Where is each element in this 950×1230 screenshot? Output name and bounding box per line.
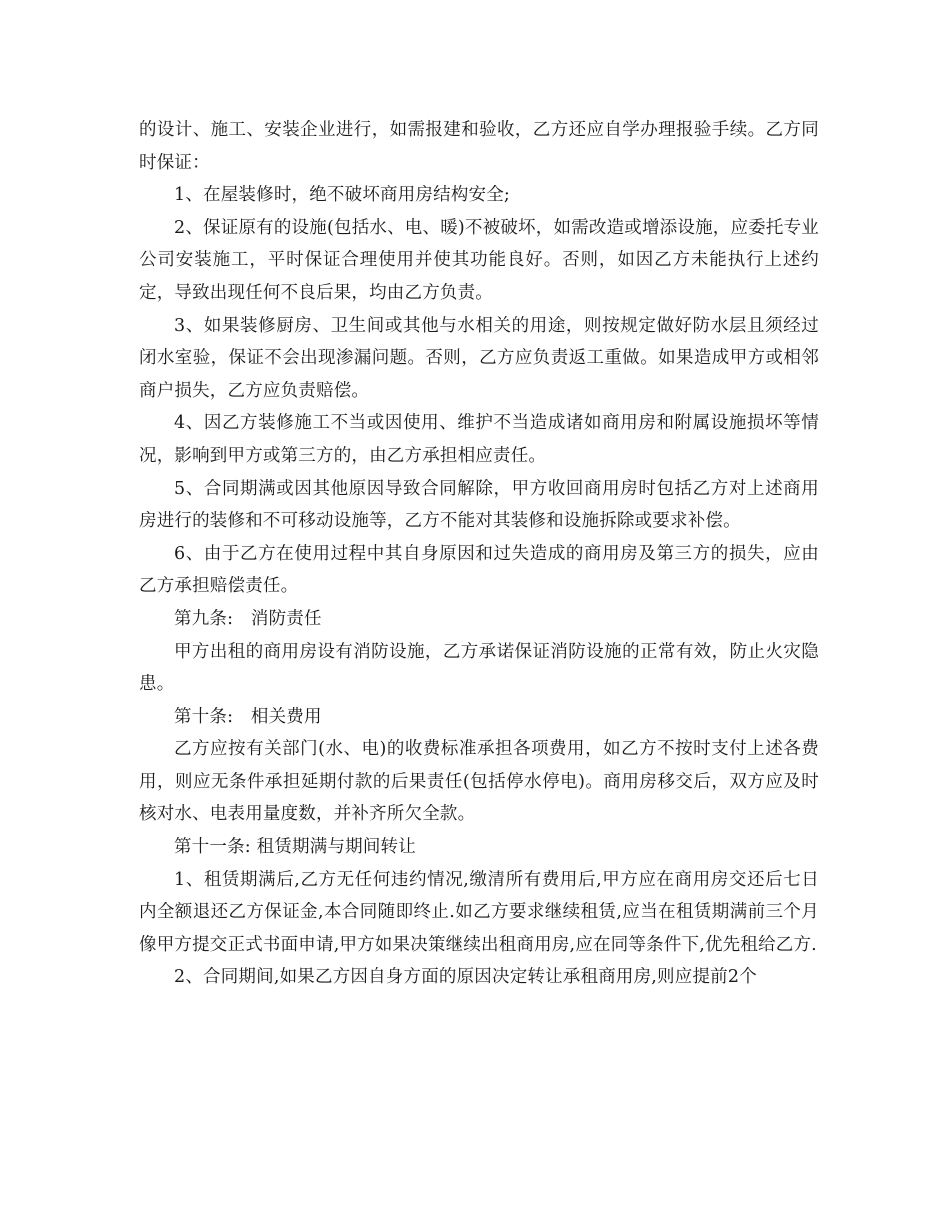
paragraph-item-5: 5、合同期满或因其他原因导致合同解除，甲方收回商用房时包括乙方对上述商用房进行的装修和不可移动设施等，乙方不能对其装修和设施拆除或要求补偿。 [139,478,819,532]
paragraph-item-4: 4、因乙方装修施工不当或因使用、维护不当造成诸如商用房和附属设施损坏等情况，影响到甲方或第三方的，由乙方承担相应责任。 [139,413,819,466]
article-11-item-1: 1、租赁期满后,乙方无任何违约情况,缴清所有费用后,甲方应在商用房交还后七日内全额退还乙方保证金,本合同随即终止.如乙方要求继续租赁,应当在租赁期满前三个月像甲方提交正式书面申请,甲方如果决策继续出租商用房,应在同等条件下,优先租给乙方. [139,869,819,955]
article-9-body: 甲方出租的商用房设有消防设施，乙方承诺保证消防设施的正常有效，防止火灾隐患。 [139,641,819,695]
paragraph-item-1: 1、在屋装修时，绝不破坏商用房结构安全; [174,185,511,206]
paragraph-continuation: 的设计、施工、安装企业进行，如需报建和验收，乙方还应自学办理报验手续。乙方同时保证： [139,120,819,173]
article-10-heading: 第十条: 相关费用 [174,706,322,727]
document-body [139,114,819,994]
paragraph-item-2: 2、保证原有的设施(包括水、电、暖)不被破坏，如需改造或增添设施，应委托专业公司安装施工，平时保证合理使用并使其功能良好。否则，如因乙方未能执行上述约定，导致出现任何不良后果，均由乙方负责。 [139,217,819,303]
article-11-heading: 第十一条: 租赁期满与期间转让 [174,837,416,858]
article-11-item-2: 2、合同期间,如果乙方因自身方面的原因决定转让承租商用房,则应提前2个 [174,967,757,988]
paragraph-item-6: 6、由于乙方在使用过程中其自身原因和过失造成的商用房及第三方的损失，应由乙方承担赔偿责任。 [139,543,819,597]
paragraph-item-3: 3、如果装修厨房、卫生间或其他与水相关的用途，则按规定做好防水层且须经过闭水室验，保证不会出现渗漏问题。否则，乙方应负责返工重做。如果造成甲方或相邻商户损失，乙方应负责赔偿。 [139,315,819,401]
article-9-heading: 第九条: 消防责任 [174,608,322,629]
article-10-body: 乙方应按有关部门(水、电)的收费标准承担各项费用，如乙方不按时支付上述各费用，则应无条件承担延期付款的后果责任(包括停水停电)。商用房移交后，双方应及时核对水、电表用量度数，并补齐所欠全款。 [139,739,819,825]
